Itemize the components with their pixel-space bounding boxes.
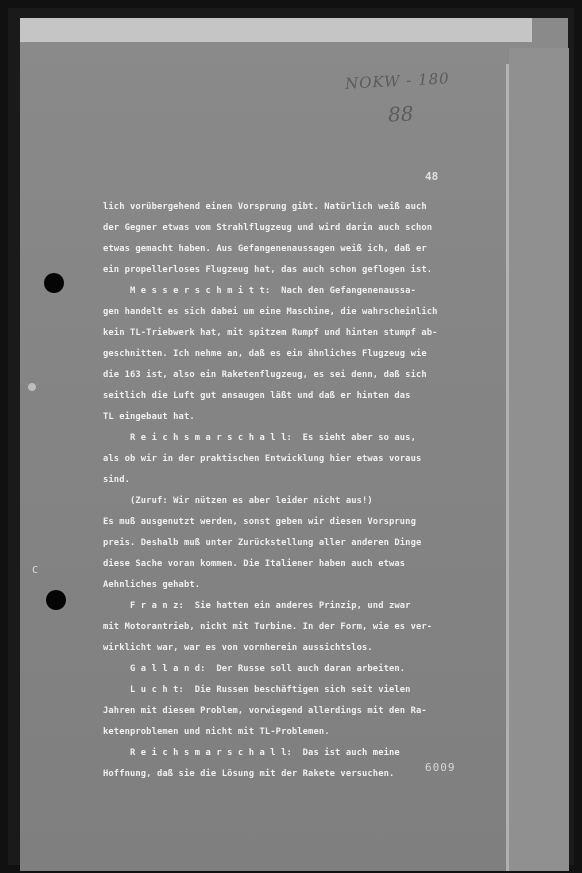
text-line: der Gegner etwas vom Strahlflugzeug und wird darin auch schon xyxy=(103,223,433,233)
text-line: Es muß ausgenutzt werden, sonst geben wir diesen Vorsprung xyxy=(103,517,416,527)
text-line: (Zuruf: Wir nützen es aber leider nicht aus!) xyxy=(103,496,373,506)
text-line: M e s s e r s c h m i t t: Nach den Gefangenenaussa- xyxy=(103,286,416,296)
archive-code: NOKW - 180 xyxy=(344,69,451,93)
punch-hole-top xyxy=(44,273,64,293)
edge-mark-c: C xyxy=(32,565,39,576)
text-line: diese Sache voran kommen. Die Italiener haben auch etwas xyxy=(103,559,406,569)
text-line: gen handelt es sich dabei um eine Maschine, die wahrscheinlich xyxy=(103,307,438,317)
text-line: G a l l a n d: Der Russe soll auch daran arbeiten. xyxy=(103,664,406,674)
text-line: R e i c h s m a r s c h a l l: Das ist auch meine xyxy=(103,748,400,758)
text-line: preis. Deshalb muß unter Zurückstellung aller anderen Dinge xyxy=(103,538,422,548)
text-line: sind. xyxy=(103,475,130,485)
text-line: R e i c h s m a r s c h a l l: Es sieht aber so aus, xyxy=(103,433,416,443)
edge-mark-dot xyxy=(28,383,36,391)
page-top-edge xyxy=(20,18,532,42)
text-line: wirklicht war, war es von vornherein aussichtslos. xyxy=(103,643,373,653)
typed-body-text xyxy=(103,197,488,785)
text-line: Jahren mit diesem Problem, vorwiegend allerdings mit den Ra- xyxy=(103,706,427,716)
text-line: L u c h t: Die Russen beschäftigen sich seit vielen xyxy=(103,685,411,695)
text-line: Hoffnung, daß sie die Lösung mit der Rakete versuchen. xyxy=(103,769,395,779)
text-line: seitlich die Luft gut ansaugen läßt und daß er hinten das xyxy=(103,391,411,401)
text-line: geschnitten. Ich nehme an, daß es ein ähnliches Flugzeug wie xyxy=(103,349,427,359)
text-line: lich vorübergehend einen Vorsprung gibt. Natürlich weiß auch xyxy=(103,202,427,212)
document-number: 6009 xyxy=(425,761,456,774)
text-line: als ob wir in der praktischen Entwicklung hier etwas voraus xyxy=(103,454,422,464)
punch-hole-bottom xyxy=(46,590,66,610)
text-line: mit Motorantrieb, nicht mit Turbine. In der Form, wie es ver- xyxy=(103,622,433,632)
text-line: ein propellerloses Flugzeug hat, das auch schon geflogen ist. xyxy=(103,265,433,275)
text-line: kein TL-Triebwerk hat, mit spitzem Rumpf und hinten stumpf ab- xyxy=(103,328,438,338)
page-right-margin xyxy=(509,48,569,871)
text-line: F r a n z: Sie hatten ein anderes Prinzip, und zwar xyxy=(103,601,411,611)
text-line: TL eingebaut hat. xyxy=(103,412,195,422)
archive-number: 88 xyxy=(387,101,415,127)
text-line: Aehnliches gehabt. xyxy=(103,580,201,590)
text-line: etwas gemacht haben. Aus Gefangenenaussagen weiß ich, daß er xyxy=(103,244,427,254)
text-line: ketenproblemen und nicht mit TL-Problemen. xyxy=(103,727,330,737)
page-fold-line xyxy=(506,64,509,871)
page-number: 48 xyxy=(425,170,439,183)
text-line: die 163 ist, also ein Raketenflugzeug, es sei denn, daß sich xyxy=(103,370,427,380)
